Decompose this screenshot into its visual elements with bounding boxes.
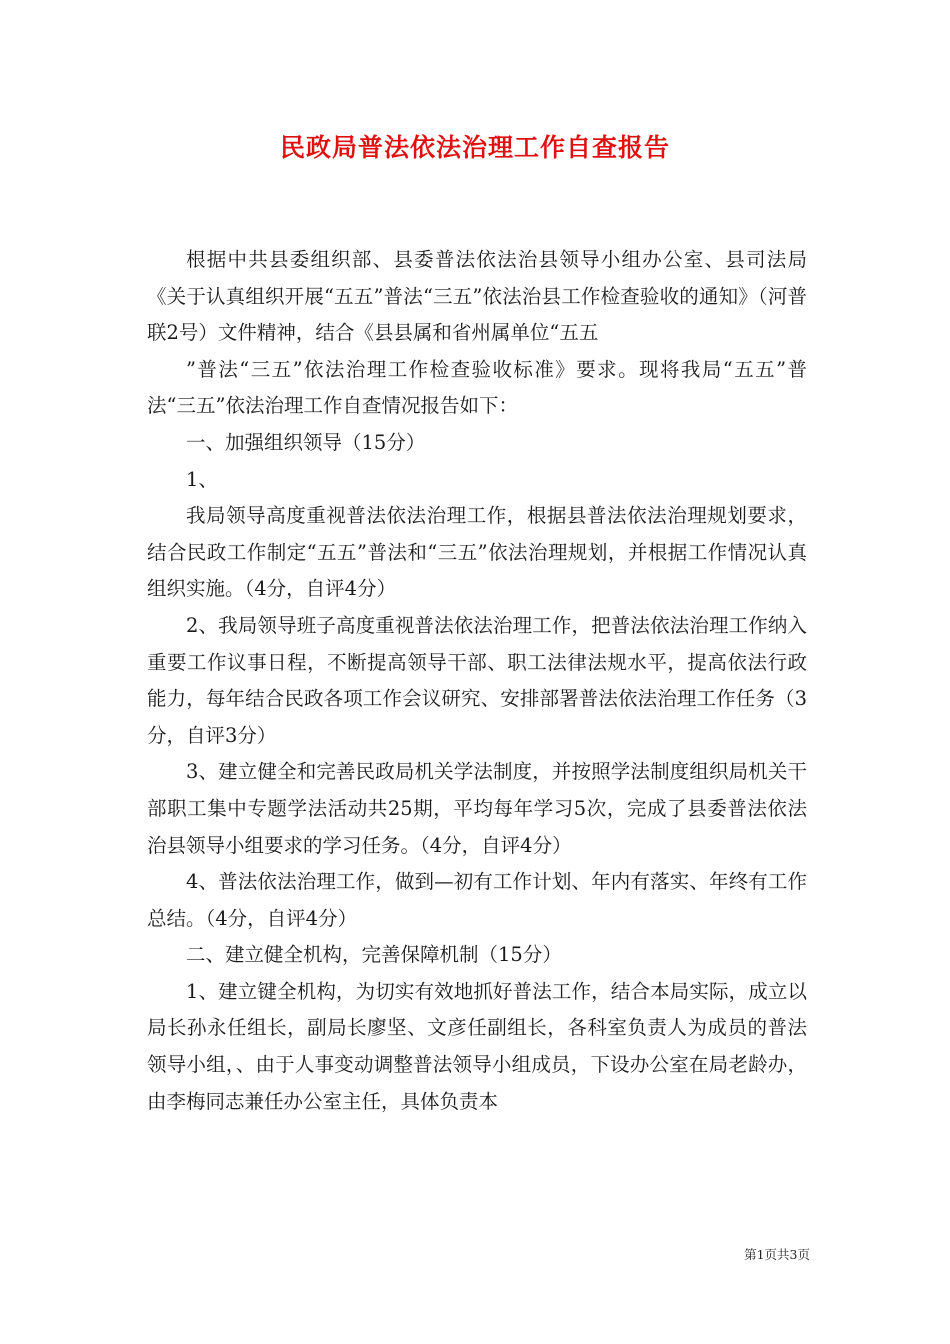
list-number: 1、 <box>186 467 218 491</box>
page-number: 第1页共3页 <box>744 1247 810 1262</box>
paragraph: 我局领导高度重视普法依法治理工作，根据县普法依法治理规划要求，结合民政工作制定“五五”普法和“三五”依法治理规划，并根据工作情况认真组织实施。（4分，自评4分） <box>147 504 807 601</box>
paragraph: 根据中共县委组织部、县委普法依法治县领导小组办公室、县司法局《关于认真组织开展“五五”普法“三五”依法治县工作检查验收的通知》（河普联2号）文件精神，结合《县县属和省州属单位“五五 <box>147 248 807 345</box>
section-heading: 一、加强组织领导（15分） <box>186 430 426 454</box>
paragraph: ”普法“三五”依法治理工作检查验收标准》要求。现将我局“五五”普法“三五”依法治理工作自查情况报告如下： <box>147 357 807 418</box>
paragraph: 2、我局领导班子高度重视普法依法治理工作，把普法依法治理工作纳入重要工作议事日程，不断提高领导干部、职工法律法规水平，提高依法行政能力，每年结合民政各项工作会议研究、安排部署普法依法治理工作任务（3分，自评3分） <box>147 613 807 747</box>
document-body <box>147 242 807 1120</box>
paragraph: 3、建立健全和完善民政局机关学法制度，并按照学法制度组织局机关干部职工集中专题学法活动共25期，平均每年学习5次，完成了县委普法依法治县领导小组要求的学习任务。（4分，自评4分） <box>147 760 807 857</box>
section-heading: 二、建立健全机构，完善保障机制（15分） <box>186 943 562 967</box>
paragraph: 4、普法依法治理工作，做到—初有工作计划、年内有落实、年终有工作总结。（4分，自评4分） <box>147 870 807 930</box>
document-title: 民政局普法依法治理工作自查报告 <box>279 133 670 162</box>
paragraph: 1、建立键全机构，为切实有效地抓好普法工作，结合本局实际，成立以局长孙永任组长，副局长廖坚、文彦任副组长，各科室负责人为成员的普法领导小组，、由于人事变动调整普法领导小组成员，下设办公室在局老龄办，由李梅同志兼任办公室主任，具体负责本 <box>147 979 807 1113</box>
